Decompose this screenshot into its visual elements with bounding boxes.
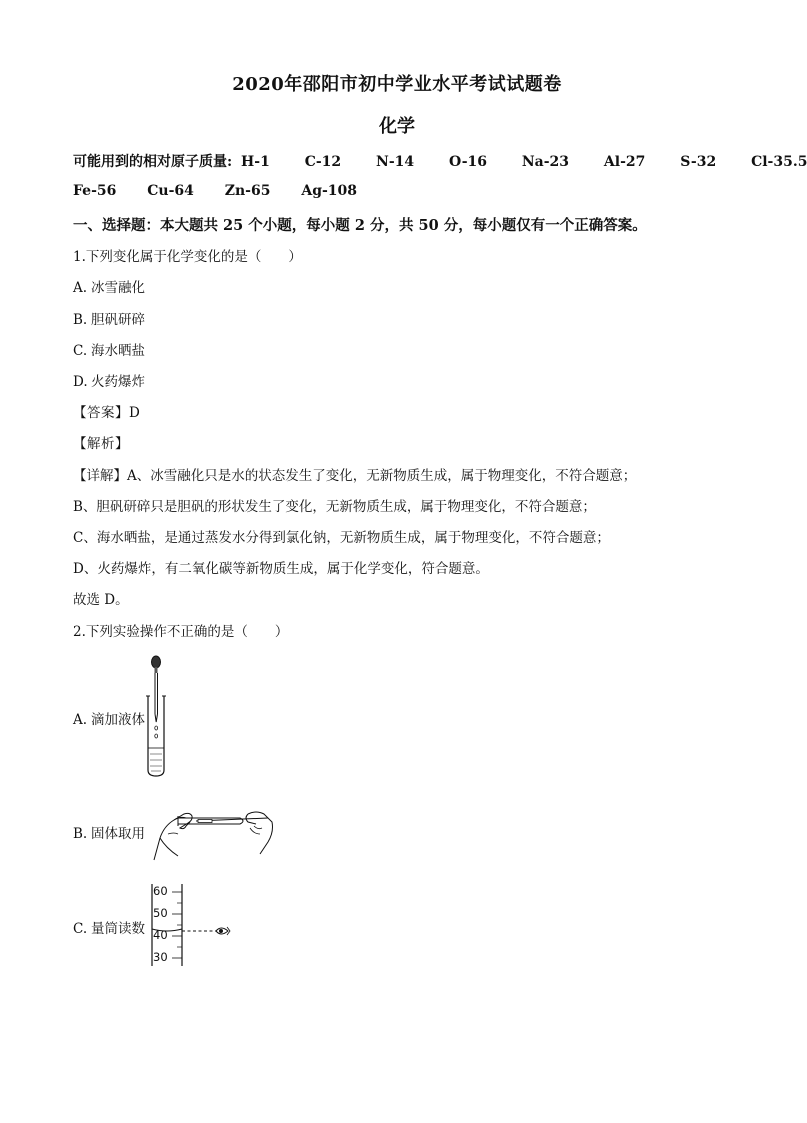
question-2-option-a [73, 708, 145, 728]
option-letter: B. [73, 312, 88, 328]
solid-sampling-figure [150, 804, 276, 862]
option-text: 固体取用 [91, 826, 145, 842]
cylinder-tick-label: 50 [153, 906, 168, 920]
atomic-mass-item: Cl-35.5 [751, 154, 807, 170]
option-letter: B. [73, 826, 88, 842]
question-1-option-d [73, 370, 145, 390]
option-letter: A. [73, 280, 88, 296]
option-letter: D. [73, 374, 88, 390]
atomic-mass-item: S-32 [680, 154, 717, 170]
option-text: 火药爆炸 [91, 374, 145, 390]
measuring-cylinder-figure [150, 884, 236, 968]
cylinder-tick-label: 30 [153, 950, 168, 964]
cylinder-tick-label: 40 [153, 928, 168, 942]
option-text: 胆矾研碎 [91, 312, 145, 328]
detail-line: B、胆矾研碎只是胆矾的形状发生了变化，无新物质生成，属于物理变化，不符合题意； [73, 499, 596, 515]
option-letter: C. [73, 921, 88, 937]
question-1-option-c [73, 339, 145, 359]
page-title: 2020年邵阳市初中学业水平考试试题卷 [232, 74, 562, 95]
option-text: 滴加液体 [91, 712, 145, 728]
option-text: 冰雪融化 [91, 280, 145, 296]
question-2-stem: 2.下列实验操作不正确的是（ ） [73, 624, 289, 640]
option-letter: C. [73, 343, 88, 359]
question-1-option-b [73, 308, 145, 328]
section-heading: 一、选择题：本大题共 25 个小题，每小题 2 分，共 50 分，每小题仅有一个正确答案。 [73, 217, 647, 234]
atomic-mass-item: O-16 [448, 154, 487, 170]
dropper-test-tube-figure [140, 652, 180, 780]
analysis-label: 【解析】 [73, 436, 129, 452]
atomic-mass-item: Fe-56 [73, 183, 117, 199]
detail-line: C、海水晒盐，是通过蒸发水分得到氯化钠，无新物质生成，属于物理变化，不符合题意； [73, 530, 610, 546]
detail-line: 【详解】A、冰雪融化只是水的状态发生了变化，无新物质生成，属于物理变化，不符合题意； [73, 468, 637, 484]
atomic-mass-item: Al-27 [603, 154, 646, 170]
atomic-mass-item: Na-23 [521, 154, 570, 170]
option-letter: A. [73, 712, 88, 728]
atomic-mass-item: H-1 [241, 154, 270, 170]
atomic-mass-row-2 [73, 183, 357, 199]
atomic-mass-item: Cu-64 [147, 183, 194, 199]
atomic-mass-item: Ag-108 [301, 183, 358, 199]
atomic-mass-item: C-12 [304, 154, 342, 170]
atomic-mass-item: Zn-65 [224, 183, 271, 199]
question-2-option-b [73, 822, 145, 842]
atomic-mass-lead: 可能用到的相对原子质量: [73, 154, 233, 170]
detail-line: D、火药爆炸，有二氧化碳等新物质生成，属于化学变化，符合题意。 [73, 561, 489, 577]
answer-label: 【答案】D [73, 405, 141, 421]
cylinder-tick-label: 60 [153, 884, 168, 898]
option-text: 量筒读数 [91, 921, 145, 937]
atomic-mass-row-1 [73, 151, 807, 171]
question-1-option-a [73, 276, 145, 296]
question-2-option-c [73, 917, 145, 937]
subject-title: 化学 [379, 116, 415, 137]
question-1-stem: 1.下列变化属于化学变化的是（ ） [73, 249, 302, 265]
option-text: 海水晒盐 [91, 343, 145, 359]
atomic-mass-item: N-14 [376, 154, 415, 170]
conclusion-line: 故选 D。 [73, 592, 129, 608]
